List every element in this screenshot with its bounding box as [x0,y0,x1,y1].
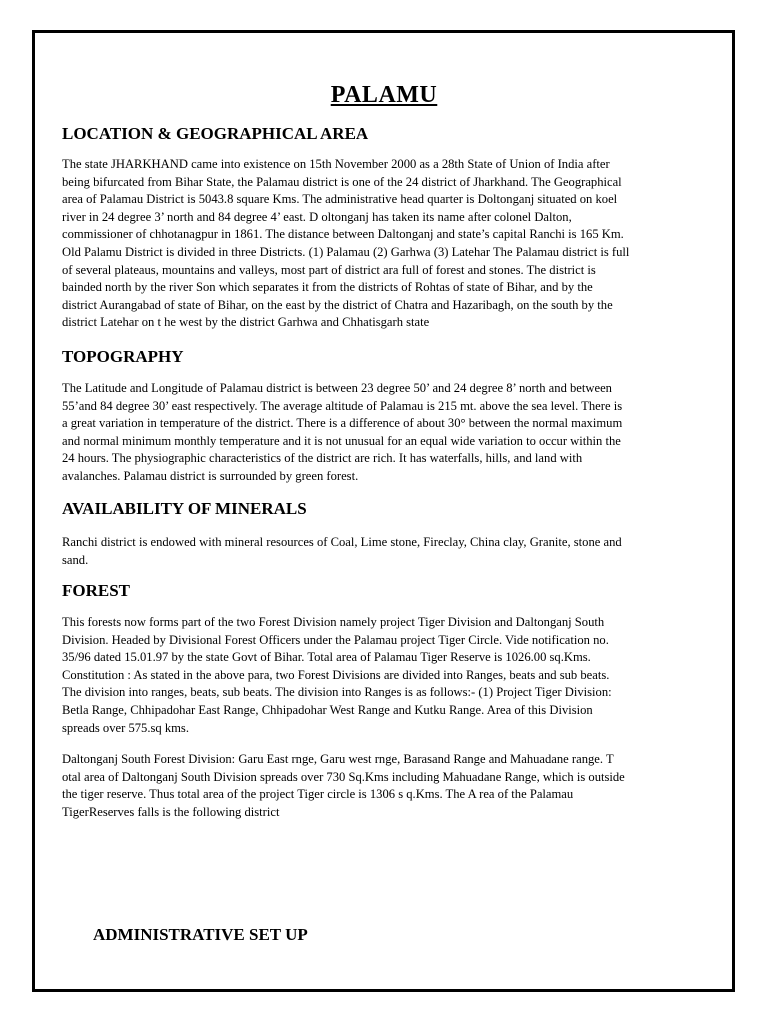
section-heading-forest: FOREST [62,581,131,600]
text-line: Constitution : As stated in the above para, two Forest Divisions are divided into Ranges, beats and sub beats. [62,667,610,682]
text-line: Betla Range, Chhipadohar East Range, Chhipadohar West Range and Kutku Range. Area of this Division [62,702,593,717]
text-line: commissioner of chhotanagpur in 1861. The distance between Daltonganj and state’s capital Ranchi is 165 Km. [62,227,624,242]
text-line: river in 24 degree 3’ north and 84 degree 4’ east. D oltonganj has taken its name after colonel Dalton, [62,209,572,224]
paragraph-forest-2 [62,751,710,821]
text-line: sand. [62,552,89,567]
text-line: being bifurcated from Bihar State, the Palamau district is one of the 24 district of Jharkhand. The Geographical [62,174,622,189]
text-line: 24 hours. The physiographic characteristics of the district are rich. It has waterfalls, hills, and land with [62,451,583,466]
text-line: The division into ranges, beats, sub beats. The division into Ranges is as follows:- (1) Project Tiger Division: [62,685,612,700]
text-line: otal area of Daltonganj South Division spreads over 730 Sq.Kms including Mahuadane Range, which is outside [62,769,625,784]
paragraph-forest-1 [62,614,710,737]
text-line: Division. Headed by Divisional Forest Officers under the Palamau project Tiger Circle. Vide notification no. [62,632,609,647]
section-heading-administrative: ADMINISTRATIVE SET UP [93,925,308,944]
text-line: of several plateaus, mountains and valleys, most part of district ara full of forest and stones. The district is [62,262,596,277]
paragraph-location [62,156,710,332]
text-line: Daltonganj South Forest Division: Garu East rnge, Garu west rnge, Barasand Range and Mahuadane range. T [62,752,614,766]
text-line: Old Palamu District is divided in three Districts. (1) Palamau (2) Garhwa (3) Latehar The Palamau district is full [62,244,630,259]
text-line: The Latitude and Longitude of Palamau district is between 23 degree 50’ and 24 degree 8’ north and between [62,381,612,395]
section-heading-topography: TOPOGRAPHY [62,347,184,366]
text-line: The state JHARKHAND came into existence on 15th November 2000 as a 28th State of Union of India after [62,157,610,171]
paragraph-minerals [62,534,710,569]
text-line: spreads over 575.sq kms. [62,720,189,735]
text-line: a great variation in temperature of the district. There is a difference of about 30° between the normal maximum [62,416,623,431]
text-line: district Latehar on t he west by the district Garhwa and Chhatisgarh state [62,315,430,330]
text-line: 55’and 84 degree 30’ east respectively. The average altitude of Palamau is 215 mt. above the sea level. There is [62,398,623,413]
text-line: area of Palamau District is 5043.8 square Kms. The administrative head quarter is Doltonganj situated on koel [62,192,618,207]
text-line: Ranchi district is endowed with mineral resources of Coal, Lime stone, Fireclay, China clay, Granite, stone and [62,535,622,549]
text-line: the tiger reserve. Thus total area of the project Tiger circle is 1306 s q.Kms. The A rea of the Palamau [62,787,574,802]
text-line: district Aurangabad of state of Bihar, on the east by the district of Chatra and Hazaribagh, on the south by the [62,297,613,312]
text-line: bainded north by the river Son which separates it from the districts of Rohtas of state of Bihar, and by the [62,280,593,295]
text-line: avalanches. Palamau district is surrounded by green forest. [62,468,359,483]
section-heading-location: LOCATION & GEOGRAPHICAL AREA [62,124,369,143]
text-line: 35/96 dated 15.01.97 by the state Govt of Bihar. Total area of Palamau Tiger Reserve is 1026.00 sq.Kms. [62,650,591,665]
text-line: This forests now forms part of the two Forest Division namely project Tiger Division and Daltonganj South [62,615,605,629]
page-title: PALAMU [330,82,438,108]
paragraph-topography [62,380,710,486]
text-line: and normal minimum monthly temperature and it is not unusual for an equal wide variation to occur within the [62,433,621,448]
section-heading-minerals: AVAILABILITY OF MINERALS [62,499,307,518]
text-line: TigerReserves falls is the following district [62,804,280,819]
